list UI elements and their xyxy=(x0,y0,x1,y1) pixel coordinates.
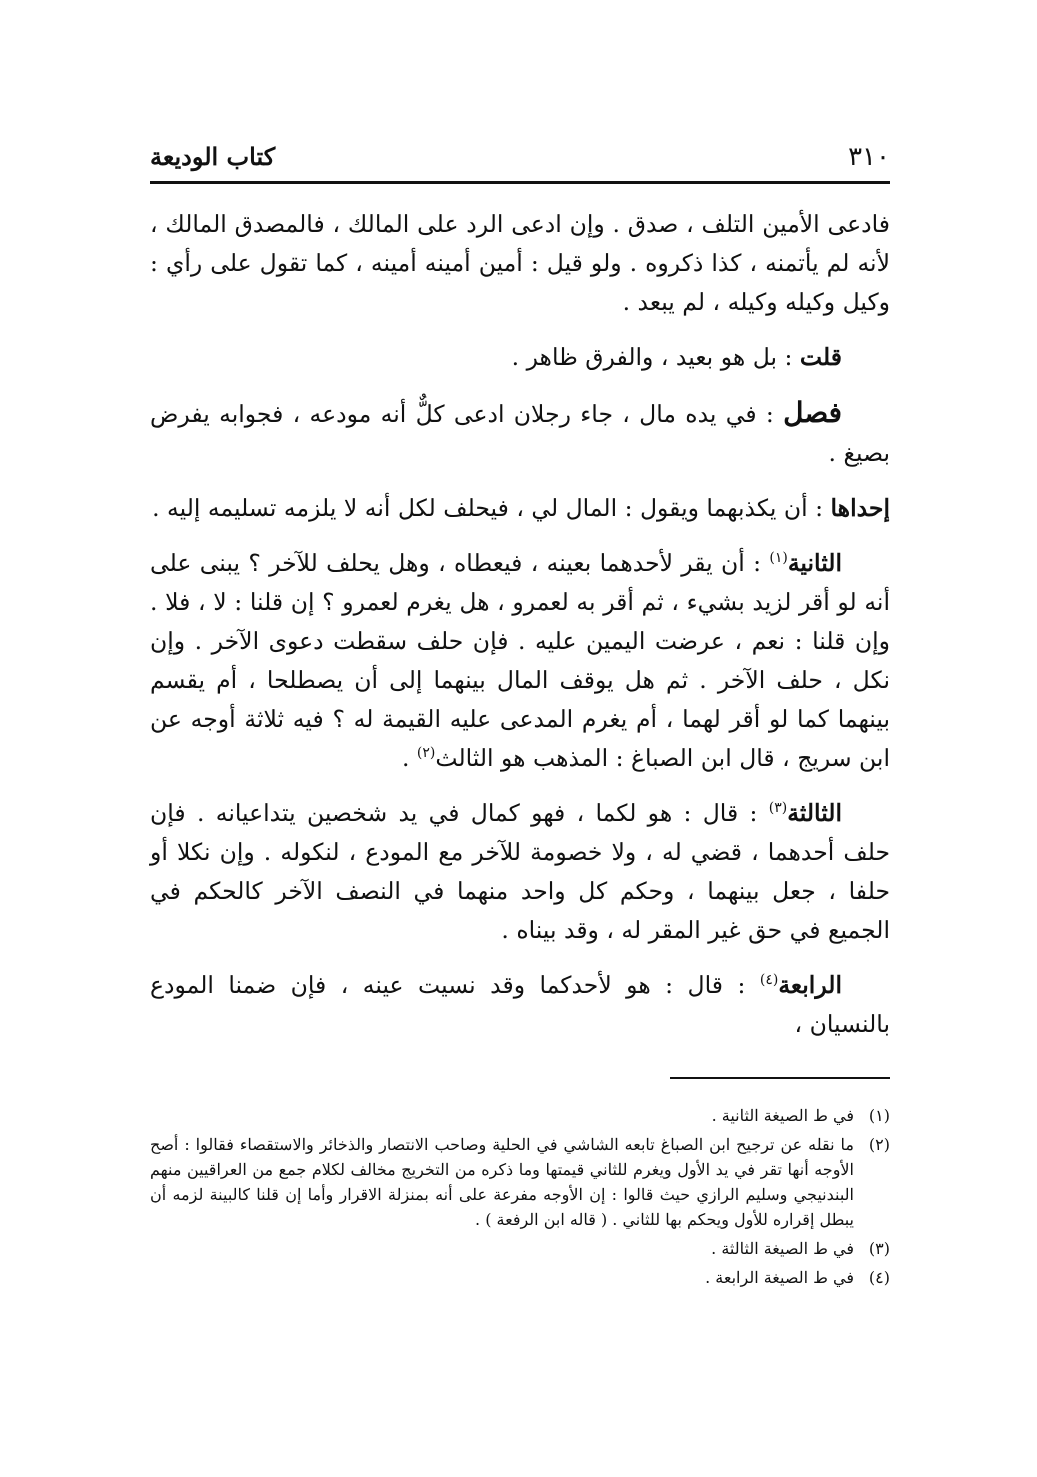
paragraph-text: : في يده مال ، جاء رجلان ادعى كلٌّ أنه مودعه ، فجوابه يفرض بصيغ . xyxy=(150,400,890,467)
footnote-number: (١) xyxy=(868,1106,890,1125)
paragraph-text: : أن يقر لأحدهما بعينه ، فيعطاه ، وهل يحلف للآخر ؟ يبنى على أنه لو أقر لزيد بشيء ، ثم أقر به لعمرو ، هل يغرم لعمرو ؟ إن قلنا : لا ، فلا . وإن قلنا : نعم ، عرضت اليمين عليه . فإن حلف سقطت دعوى الآخر . وإن نكل ، حلف الآخر . ثم هل يوقف المال بينهما إلى أن يصطلحا ، أم يقسم بينهما كما لو أقر لهما ، أم يغرم المدعى عليه القيمة له ؟ فيه ثلاثة أوجه عن ابن سريج ، قال ابن الصباغ : المذهب هو الثالث xyxy=(150,549,890,772)
footnote-rule xyxy=(670,1077,890,1079)
paragraph-fasl xyxy=(150,393,890,473)
paragraph-text: فادعى الأمين التلف ، صدق . وإن ادعى الرد على المالك ، فالمصدق المالك ، لأنه لم يأتمنه ، كذا ذكروه . ولو قيل : أمين أمينه أمينه ، كما تقول على رأي : وكيل وكيله وكيله ، لم يبعد . xyxy=(150,210,890,316)
footnote-number: (٢) xyxy=(868,1135,890,1154)
paragraph-thalitha xyxy=(150,794,890,950)
footnote-3 xyxy=(150,1236,890,1261)
footnote-ref: (٣) xyxy=(768,800,788,817)
footnote-text: في ط الصيغة الثالثة . xyxy=(711,1239,854,1258)
footnote-ref: (٤) xyxy=(759,972,779,989)
running-title: كتاب الوديعة xyxy=(150,142,276,171)
paragraph-term: الثانية xyxy=(787,549,842,577)
paragraph-term: الرابعة xyxy=(778,971,842,999)
footnote-text: في ط الصيغة الرابعة . xyxy=(705,1268,854,1287)
footnote-4 xyxy=(150,1265,890,1290)
paragraph-term: الثالثة xyxy=(787,799,842,827)
footnote-number: (٣) xyxy=(868,1239,890,1258)
paragraph-text-end: . xyxy=(401,744,417,772)
paragraph-qultu xyxy=(150,338,890,377)
paragraph-rabia xyxy=(150,966,890,1044)
main-text xyxy=(150,205,890,1060)
footnotes xyxy=(150,1103,890,1294)
paragraph-ihdaha xyxy=(150,489,890,528)
paragraph-term: قلت xyxy=(799,343,842,371)
footnote-ref: (٢) xyxy=(416,745,436,762)
paragraph-text: : قال : هو لكما ، فهو كمال في يد شخصين يتداعيانه . فإن حلف أحدهما ، قضي له ، ولا خصومة للآخر مع المودع ، لنكوله . وإن نكلا أو حلفا ، جعل بينهما ، وحكم كل واحد منهما في النصف الآخر كالحكم في الجميع في حق غير المقر له ، وقد بيناه . xyxy=(150,799,890,944)
footnote-1 xyxy=(150,1103,890,1128)
page-header xyxy=(150,140,890,184)
section-heading-fasl: فصل xyxy=(783,396,842,429)
footnote-ref: (١) xyxy=(769,550,788,567)
header-rule xyxy=(150,181,890,184)
paragraph-term: إحداها xyxy=(830,494,890,522)
paragraph-text: : أن يكذبهما ويقول : المال لي ، فيحلف لكل أنه لا يلزمه تسليمه إليه . xyxy=(152,494,831,522)
footnote-2 xyxy=(150,1132,890,1232)
footnote-text: ما نقله عن ترجيح ابن الصباغ تابعه الشاشي في الحلية وصاحب الانتصار والذخائر والاستقصاء فقالوا : أصح الأوجه أنها تقر في يد الأول ويغرم للثاني قيمتها وما ذكره من التخريج مخالف لكلام جمع من العراقيين منهم البندنيجي وسليم الرازي حيث قالوا : إن الأوجه مفرعة على أنه بمنزلة الاقرار وأما إن قلنا كالبينة لزمه أن يبطل إقراره للأول ويحكم بها للثاني . ( قاله ابن الرفعة ) . xyxy=(150,1135,854,1229)
footnote-number: (٤) xyxy=(868,1268,890,1287)
footnote-text: في ط الصيغة الثانية . xyxy=(711,1106,854,1125)
paragraph-text: : قال : هو لأحدكما وقد نسيت عينه ، فإن ضمنا المودع بالنسيان ، xyxy=(150,971,890,1038)
page-number: ٣١٠ xyxy=(848,142,890,172)
paragraph-1 xyxy=(150,205,890,322)
paragraph-thaniya xyxy=(150,544,890,778)
paragraph-text: : بل هو بعيد ، والفرق ظاهر . xyxy=(511,343,800,371)
